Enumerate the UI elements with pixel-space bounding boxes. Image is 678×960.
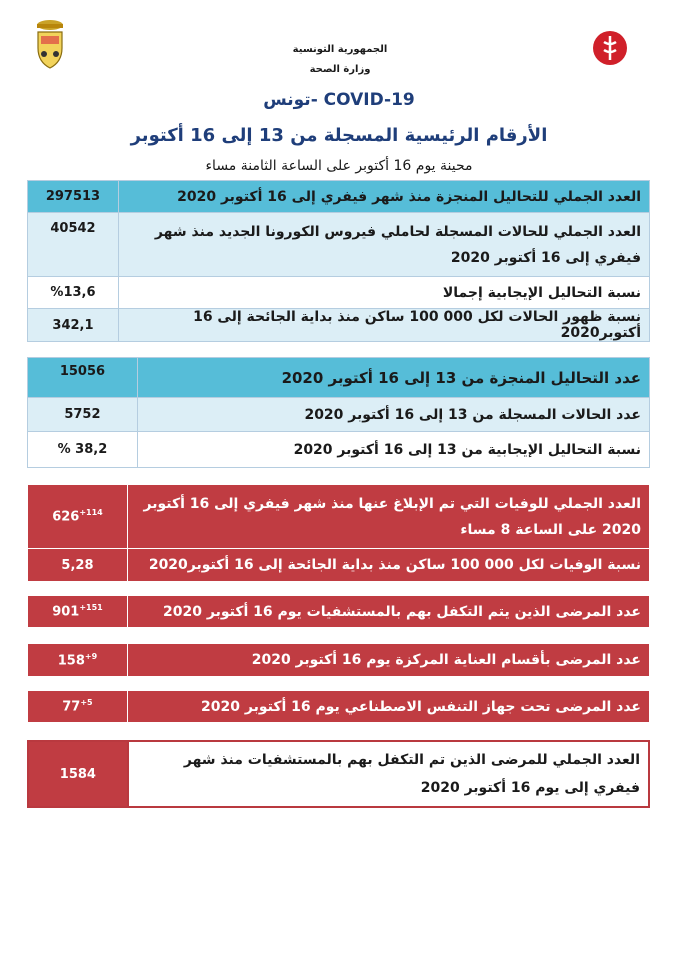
table-row	[28, 432, 650, 468]
table-row	[28, 358, 650, 398]
ministry-block	[250, 40, 430, 80]
icu-value	[28, 644, 128, 677]
total-cases-label: العدد الجملي للحالات المسجلة لحاملي فيروس الكورونا الجديد منذ شهر فيفري إلى 16 أكتوبر 2020	[118, 213, 649, 277]
total-tests-value: 297513	[28, 181, 119, 213]
icu-number: 158	[57, 653, 85, 669]
total-hospitalized-value: 1584	[28, 741, 128, 807]
incidence-rate-value: 342,1	[28, 309, 119, 342]
period-table	[27, 357, 650, 468]
total-hospitalized-label: العدد الجملي للمرضى الذين تم التكفل بهم بالمستشفيات منذ شهر فيفري إلى يوم 16 أكتوبر 2020	[128, 741, 649, 807]
positivity-rate-label: نسبة التحاليل الإيجابية إجمالا	[118, 277, 649, 309]
table-row	[28, 691, 650, 723]
table-row	[28, 181, 650, 213]
total-hospitalized-box	[27, 740, 650, 808]
table-row	[28, 485, 650, 549]
deaths-delta: +114	[79, 508, 103, 518]
ventilator-delta: +5	[80, 698, 93, 708]
table-row	[28, 398, 650, 432]
table-row	[28, 213, 650, 277]
ventilator-number: 77	[62, 699, 81, 715]
period-positivity-label: نسبة التحاليل الإيجابية من 13 إلى 16 أكتوبر 2020	[137, 432, 649, 468]
total-cases-value: 40542	[28, 213, 119, 277]
positivity-rate-value: %13,6	[28, 277, 119, 309]
table-row	[28, 596, 650, 628]
table-row	[28, 741, 649, 807]
deaths-value	[28, 485, 128, 549]
republic-label: الجمهورية التونسية	[292, 44, 388, 55]
deaths-number: 626	[52, 509, 80, 525]
hospitalized-number: 901	[52, 604, 80, 620]
health-ministry-logo-icon	[592, 30, 628, 66]
header	[0, 0, 678, 90]
cumulative-table	[27, 180, 650, 342]
period-cases-label: عدد الحالات المسجلة من 13 إلى 16 أكتوبر 2020	[137, 398, 649, 432]
table-row	[28, 549, 650, 582]
hospitalized-delta: +151	[79, 603, 103, 613]
icu-delta: +9	[84, 651, 98, 661]
total-tests-label: العدد الجملي للتحاليل المنجزة منذ شهر فيفري إلى 16 أكتوبر 2020	[118, 181, 649, 213]
incidence-rate-label: نسبة ظهور الحالات لكل 000 100 ساكن منذ بداية الجائحة إلى 16 أكتوبر2020	[118, 309, 649, 342]
table-row	[28, 309, 650, 342]
table-row	[28, 277, 650, 309]
update-note: محينة يوم 16 أكتوبر على الساعة الثامنة مساء	[205, 158, 473, 174]
page-title: COVID-19 -تونس	[263, 90, 415, 110]
deaths-label: العدد الجملي للوفيات التي تم الإبلاغ عنها منذ شهر فيفري إلى 16 أكتوبر 2020 على الساعة 8 مساء	[127, 485, 649, 549]
icu-box	[27, 643, 650, 677]
deaths-table	[27, 484, 650, 582]
period-cases-value: 5752	[28, 398, 138, 432]
period-tests-value: 15056	[28, 358, 138, 398]
death-rate-value: 5,28	[28, 549, 128, 582]
tunisia-emblem-icon	[30, 18, 70, 70]
ventilator-value	[28, 691, 128, 723]
hospitalized-box	[27, 595, 650, 628]
page-heading: الأرقام الرئيسية المسجلة من 13 إلى 16 أكتوبر	[130, 125, 548, 146]
icu-label: عدد المرضى بأقسام العناية المركزة يوم 16 أكتوبر 2020	[127, 644, 649, 677]
ventilator-box	[27, 690, 650, 723]
hospitalized-value	[28, 596, 128, 628]
table-row	[28, 644, 650, 677]
ministry-label: وزارة الصحة	[309, 64, 371, 75]
ventilator-label: عدد المرضى تحت جهاز التنفس الاصطناعي يوم 16 أكتوبر 2020	[127, 691, 649, 723]
period-positivity-value: % 38,2	[28, 432, 138, 468]
period-tests-label: عدد التحاليل المنجزة من 13 إلى 16 أكتوبر 2020	[137, 358, 649, 398]
death-rate-label: نسبة الوفيات لكل 000 100 ساكن منذ بداية الجائحة إلى 16 أكتوبر2020	[127, 549, 649, 582]
hospitalized-label: عدد المرضى الذين يتم التكفل بهم بالمستشفيات يوم 16 أكتوبر 2020	[127, 596, 649, 628]
